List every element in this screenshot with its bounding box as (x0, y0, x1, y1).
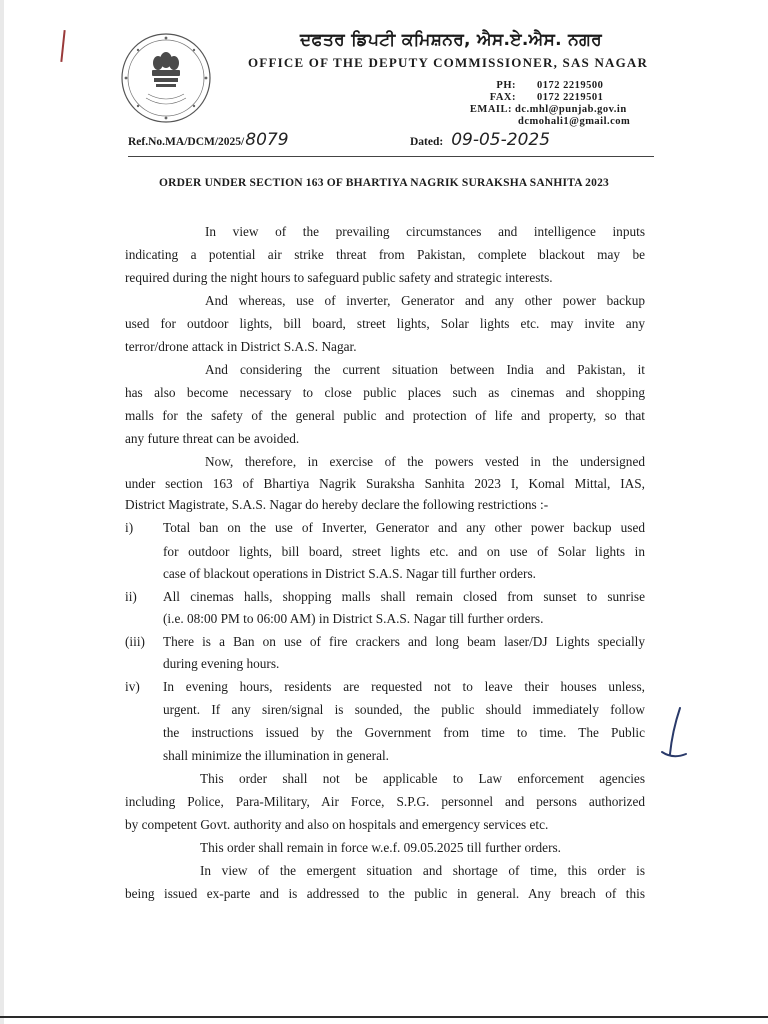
list-item-line: shall minimize the illumination in general. (163, 748, 389, 763)
list-item-line: for outdoor lights, bill board, street lights etc. and on use of Solar lights in (163, 544, 645, 559)
paragraph-line: has also become necessary to close public places such as cinemas and shopping (125, 385, 645, 400)
list-item-line: Total ban on the use of Inverter, Generator and any other power backup used (163, 520, 645, 535)
list-marker: ii) (125, 589, 137, 604)
paragraph-line: And considering the current situation between India and Pakistan, it (205, 362, 645, 377)
emblem-seal-icon (118, 30, 214, 126)
handwritten-initial-mark (656, 704, 696, 764)
paragraph-line: being issued ex-parte and is addressed to the public in general. Any breach of this (125, 886, 645, 901)
paragraph-line: under section 163 of Bhartiya Nagrik Suraksha Sanhita 2023 I, Komal Mittal, IAS, (125, 476, 645, 491)
list-item-line: All cinemas halls, shopping malls shall remain closed from sunset to sunrise (163, 589, 645, 604)
phone-value: 0172 2219500 (537, 80, 604, 91)
paragraph-line: indicating a potential air strike threat from Pakistan, complete blackout may be (125, 247, 645, 262)
email-value-primary: dc.mhl@punjab.gov.in (515, 104, 627, 115)
dated-handwritten-value: 09-05-2025 (451, 130, 551, 150)
paragraph-line: Now, therefore, in exercise of the powers vested in the undersigned (205, 454, 645, 469)
paragraph-line: District Magistrate, S.A.S. Nagar do hereby declare the following restrictions :- (125, 497, 549, 512)
phone-label: PH: (496, 80, 516, 91)
list-marker: (iii) (125, 634, 145, 649)
office-title-punjabi: ਦਫਤਰ ਡਿਪਟੀ ਕਮਿਸ਼ਨਰ, ਐਸ.ਏ.ਐਸ. ਨਗਰ (300, 30, 603, 50)
office-title-english: OFFICE OF THE DEPUTY COMMISSIONER, SAS NAGAR (248, 55, 649, 70)
list-item-line: There is a Ban on use of fire crackers and long beam laser/DJ Lights specially (163, 634, 645, 649)
paragraph-line: And whereas, use of inverter, Generator and any other power backup (205, 293, 645, 308)
email-label: EMAIL: (469, 104, 512, 115)
list-marker: iv) (125, 679, 140, 694)
paragraph-line: In view of the prevailing circumstances and intelligence inputs (205, 224, 645, 239)
fax-value: 0172 2219501 (537, 92, 604, 103)
dated-label: Dated: (410, 136, 444, 148)
list-item-line: during evening hours. (163, 656, 280, 671)
paragraph-line: In view of the emergent situation and shortage of time, this order is (200, 863, 645, 878)
reference-handwritten-number: 8079 (245, 130, 289, 150)
paragraph-line: any future threat can be avoided. (125, 431, 300, 446)
list-item-line: In evening hours, residents are requested not to leave their houses unless, (163, 679, 645, 694)
paragraph-line: including Police, Para-Military, Air Force, S.P.G. personnel and persons authorized (125, 794, 645, 809)
paragraph-line: This order shall not be applicable to Law enforcement agencies (200, 771, 645, 786)
header-divider (128, 156, 654, 157)
bottom-edge-line (0, 1016, 768, 1018)
paragraph-line: malls for the safety of the general public and protection of life and property, so that (125, 408, 645, 423)
list-item-line: (i.e. 08:00 PM to 06:00 AM) in District S.A.S. Nagar till further orders. (163, 611, 544, 626)
list-marker: i) (125, 520, 134, 535)
reference-number (128, 130, 289, 150)
paragraph-line: used for outdoor lights, bill board, street lights, Solar lights etc. may invite any (125, 316, 645, 331)
paragraph-line: This order shall remain in force w.e.f. 09.05.2025 till further orders. (200, 840, 562, 855)
list-item-line: the instructions issued by the Government from time to time. The Public (163, 725, 645, 740)
fax-label: FAX: (489, 92, 516, 103)
list-item-line: urgent. If any siren/signal is sounded, the public should immediately follow (163, 702, 645, 717)
reference-label: Ref.No.MA/DCM/2025/ (128, 136, 245, 148)
dated (410, 130, 550, 150)
list-item-line: case of blackout operations in District S.A.S. Nagar till further orders. (163, 566, 536, 581)
paragraph-line: required during the night hours to safeguard public safety and strategic interests. (125, 270, 553, 285)
order-title: ORDER UNDER SECTION 163 OF BHARTIYA NAGRIK SURAKSHA SANHITA 2023 (158, 177, 609, 189)
paragraph-line: terror/drone attack in District S.A.S. Nagar. (125, 339, 357, 354)
paragraph-line: by competent Govt. authority and also on hospitals and emergency services etc. (125, 817, 549, 832)
scan-edge (0, 0, 4, 1024)
margin-pen-mark (60, 30, 65, 62)
email-value-secondary: dcmohali1@gmail.com (518, 116, 631, 127)
